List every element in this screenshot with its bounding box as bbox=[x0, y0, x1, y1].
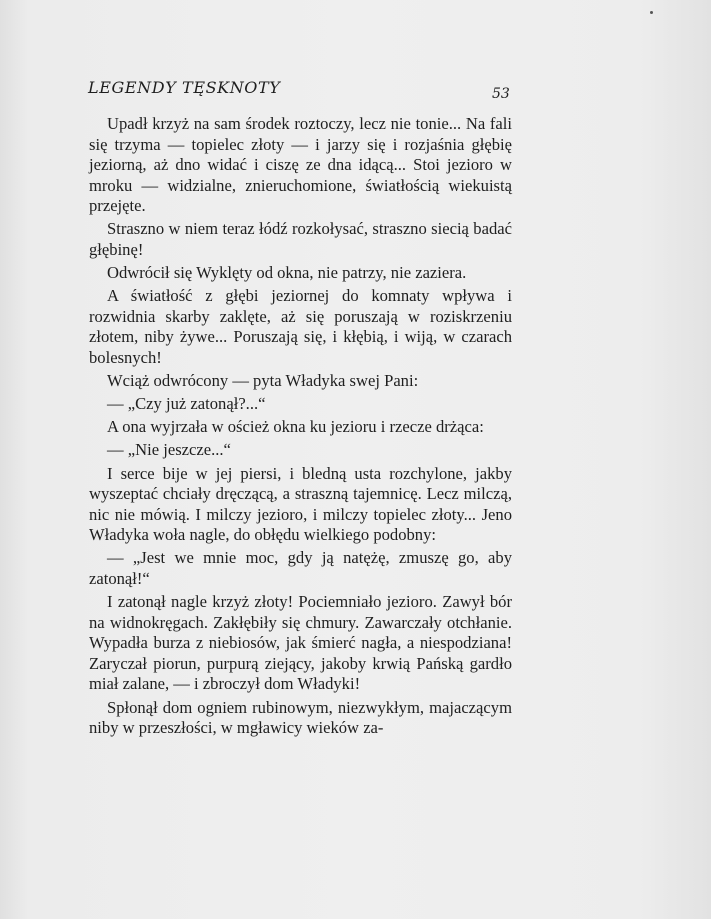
paragraph: — „Nie jeszcze...“ bbox=[107, 440, 231, 460]
speck bbox=[650, 11, 653, 14]
paragraph: I zatonął nagle krzyż złoty! Pociemniało jezioro. Zawył bór na widnokręgach. Zakłębiły się chmury. Zawarczały otchłanie. Wypadła burza z niebiosów, jak śmierć nagła, a niespodziana! Zaryczał piorun, purpurą ziejący, jakoby krwią Pańską gardło miał zalane, — i zbroczył dom Władyki! bbox=[89, 592, 512, 694]
paragraph: Upadł krzyż na sam środek roztoczy, lecz nie tonie... Na fali się trzyma — topielec złoty — i jarzy się i rozjaśnia głębię jeziorną, aż dno widać i ciszę ze dna idącą... Stoi jezioro w mroku — widzialne, znieruchomione, światłością wiekuistą przejęte. bbox=[89, 114, 512, 216]
body-text bbox=[89, 114, 512, 741]
paragraph: — „Jest we mnie moc, gdy ją natężę, zmuszę go, aby zatonął!“ bbox=[89, 548, 512, 588]
paragraph: A światłość z głębi jeziornej do komnaty wpływa i rozwidnia skarby zaklęte, aż się poruszają w roziskrzeniu złotem, niby żywe... Poruszają się, i kłębią, i wiją, w czarach bolesnych! bbox=[89, 286, 512, 368]
paragraph: Straszno w niem teraz łódź rozkołysać, straszno siecią badać głębinę! bbox=[89, 219, 512, 260]
running-head: LEGENDY TĘSKNOTY bbox=[88, 78, 281, 97]
paragraph: A ona wyjrzała w oścież okna ku jezioru i rzecze drżąca: bbox=[107, 417, 484, 437]
page-number: 53 bbox=[492, 86, 510, 102]
paragraph: Wciąż odwrócony — pyta Władyka swej Pani: bbox=[107, 371, 419, 391]
paragraph: I serce bije w jej piersi, i bledną usta rozchylone, jakby wyszeptać chciały dręczącą, a straszną tajemnicę. Lecz milczą, nic nie mówią. I milczy jezioro, i milczy topielec złoty... Jeno Władyka woła nagle, do obłędu wielkiego podobny: bbox=[89, 463, 512, 545]
paragraph: Spłonął dom ogniem rubinowym, niezwykłym, majaczącym niby w przeszłości, w mgławicy wieków za- bbox=[89, 697, 512, 738]
paragraph: — „Czy już zatonął?...“ bbox=[107, 394, 266, 414]
paragraph: Odwrócił się Wyklęty od okna, nie patrzy, nie zaziera. bbox=[107, 263, 467, 283]
